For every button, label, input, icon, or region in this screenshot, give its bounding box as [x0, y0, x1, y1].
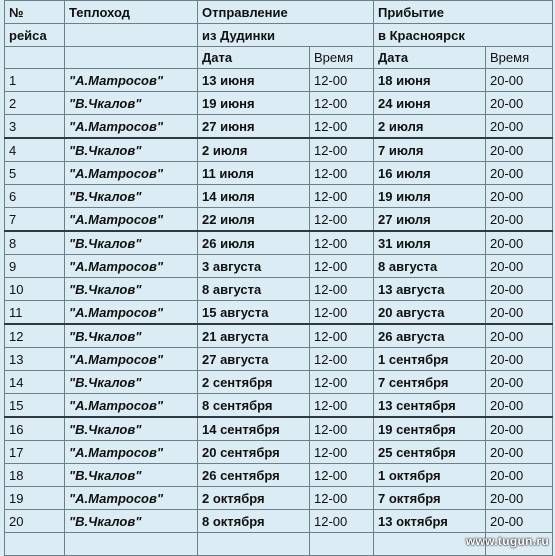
header-row-2 — [5, 24, 553, 47]
table-row — [5, 115, 553, 139]
ship-name: "В.Чкалов" — [65, 510, 198, 533]
departure-time: 12-00 — [310, 231, 374, 255]
arrival-date: 31 июля — [374, 231, 486, 255]
row-number: 2 — [5, 92, 65, 115]
departure-date: 2 июля — [198, 138, 310, 162]
arrival-time: 20-00 — [486, 185, 553, 208]
table-row — [5, 417, 553, 441]
row-number: 3 — [5, 115, 65, 139]
departure-time: 12-00 — [310, 138, 374, 162]
arrival-date: 8 августа — [374, 255, 486, 278]
arrival-date: 1 сентября — [374, 348, 486, 371]
row-number: 15 — [5, 394, 65, 418]
departure-time: 12-00 — [310, 464, 374, 487]
ship-name: "А.Матросов" — [65, 162, 198, 185]
table-row — [5, 487, 553, 510]
departure-date: 8 сентября — [198, 394, 310, 418]
empty-cell — [5, 533, 65, 556]
table-row — [5, 138, 553, 162]
departure-time: 12-00 — [310, 115, 374, 139]
header-arrival: Прибытие — [374, 1, 553, 24]
table-row — [5, 464, 553, 487]
row-number: 16 — [5, 417, 65, 441]
arrival-date: 2 июля — [374, 115, 486, 139]
ship-name: "В.Чкалов" — [65, 324, 198, 348]
row-number: 4 — [5, 138, 65, 162]
arrival-date: 1 октября — [374, 464, 486, 487]
departure-date: 14 сентября — [198, 417, 310, 441]
arrival-date: 18 июня — [374, 69, 486, 92]
row-number: 13 — [5, 348, 65, 371]
header-row-1 — [5, 1, 553, 24]
table-row — [5, 92, 553, 115]
header-empty-cell — [65, 47, 198, 69]
row-number: 18 — [5, 464, 65, 487]
departure-date: 2 сентября — [198, 371, 310, 394]
header-dep-time: Время — [310, 47, 374, 69]
arrival-time: 20-00 — [486, 301, 553, 325]
arrival-time: 20-00 — [486, 394, 553, 418]
row-number: 10 — [5, 278, 65, 301]
ship-name: "А.Матросов" — [65, 208, 198, 232]
departure-time: 12-00 — [310, 208, 374, 232]
departure-time: 12-00 — [310, 301, 374, 325]
arrival-time: 20-00 — [486, 115, 553, 139]
header-row-3 — [5, 47, 553, 69]
departure-time: 12-00 — [310, 185, 374, 208]
watermark: www.tugun.ru — [465, 534, 549, 548]
departure-time: 12-00 — [310, 417, 374, 441]
arrival-time: 20-00 — [486, 208, 553, 232]
ship-name: "В.Чкалов" — [65, 92, 198, 115]
departure-time: 12-00 — [310, 371, 374, 394]
departure-time: 12-00 — [310, 487, 374, 510]
departure-date: 8 августа — [198, 278, 310, 301]
row-number: 20 — [5, 510, 65, 533]
header-ship-sub — [65, 24, 198, 47]
row-number: 17 — [5, 441, 65, 464]
departure-date: 21 августа — [198, 324, 310, 348]
arrival-time: 20-00 — [486, 441, 553, 464]
arrival-date: 13 августа — [374, 278, 486, 301]
ship-name: "А.Матросов" — [65, 348, 198, 371]
arrival-date: 27 июля — [374, 208, 486, 232]
departure-time: 12-00 — [310, 255, 374, 278]
ship-name: "А.Матросов" — [65, 441, 198, 464]
arrival-time: 20-00 — [486, 138, 553, 162]
ship-name: "А.Матросов" — [65, 301, 198, 325]
header-arr-time: Время — [486, 47, 553, 69]
table-row — [5, 324, 553, 348]
arrival-time: 20-00 — [486, 278, 553, 301]
departure-date: 19 июня — [198, 92, 310, 115]
header-departure: Отправление — [198, 1, 374, 24]
schedule-table — [4, 0, 553, 556]
row-number: 5 — [5, 162, 65, 185]
arrival-date: 19 июля — [374, 185, 486, 208]
departure-time: 12-00 — [310, 278, 374, 301]
arrival-time: 20-00 — [486, 487, 553, 510]
table-row — [5, 371, 553, 394]
ship-name: "В.Чкалов" — [65, 278, 198, 301]
arrival-time: 20-00 — [486, 417, 553, 441]
ship-name: "В.Чкалов" — [65, 185, 198, 208]
row-number: 12 — [5, 324, 65, 348]
arrival-time: 20-00 — [486, 324, 553, 348]
ship-name: "А.Матросов" — [65, 394, 198, 418]
empty-cell — [65, 533, 198, 556]
row-number: 8 — [5, 231, 65, 255]
table-row — [5, 69, 553, 92]
arrival-date: 16 июля — [374, 162, 486, 185]
table-row — [5, 162, 553, 185]
departure-time: 12-00 — [310, 394, 374, 418]
row-number: 14 — [5, 371, 65, 394]
arrival-date: 26 августа — [374, 324, 486, 348]
departure-date: 3 августа — [198, 255, 310, 278]
departure-date: 22 июля — [198, 208, 310, 232]
ship-name: "В.Чкалов" — [65, 231, 198, 255]
arrival-time: 20-00 — [486, 162, 553, 185]
departure-date: 27 августа — [198, 348, 310, 371]
table-row — [5, 348, 553, 371]
row-number: 7 — [5, 208, 65, 232]
arrival-time: 20-00 — [486, 371, 553, 394]
row-number: 9 — [5, 255, 65, 278]
departure-time: 12-00 — [310, 324, 374, 348]
arrival-time: 20-00 — [486, 231, 553, 255]
row-number: 11 — [5, 301, 65, 325]
departure-date: 8 октября — [198, 510, 310, 533]
arrival-date: 25 сентября — [374, 441, 486, 464]
departure-time: 12-00 — [310, 348, 374, 371]
departure-date: 15 августа — [198, 301, 310, 325]
departure-date: 11 июля — [198, 162, 310, 185]
empty-cell — [310, 533, 374, 556]
ship-name: "В.Чкалов" — [65, 138, 198, 162]
table-row — [5, 208, 553, 232]
departure-date: 14 июля — [198, 185, 310, 208]
table-row — [5, 441, 553, 464]
ship-name: "А.Матросов" — [65, 255, 198, 278]
row-number: 1 — [5, 69, 65, 92]
arrival-time: 20-00 — [486, 69, 553, 92]
table-row — [5, 185, 553, 208]
header-ship: Теплоход — [65, 1, 198, 24]
arrival-time: 20-00 — [486, 464, 553, 487]
table-row — [5, 510, 553, 533]
row-number: 6 — [5, 185, 65, 208]
arrival-time: 20-00 — [486, 255, 553, 278]
header-arr-date: Дата — [374, 47, 486, 69]
departure-date: 2 октября — [198, 487, 310, 510]
table-row — [5, 394, 553, 418]
header-empty-cell — [5, 47, 65, 69]
arrival-date: 19 сентября — [374, 417, 486, 441]
departure-date: 27 июня — [198, 115, 310, 139]
header-arrival-sub: в Красноярск — [374, 24, 553, 47]
ship-name: "А.Матросов" — [65, 115, 198, 139]
departure-date: 20 сентября — [198, 441, 310, 464]
header-departure-sub: из Дудинки — [198, 24, 374, 47]
arrival-date: 7 сентября — [374, 371, 486, 394]
table-row — [5, 231, 553, 255]
table-row — [5, 278, 553, 301]
departure-time: 12-00 — [310, 510, 374, 533]
ship-name: "А.Матросов" — [65, 487, 198, 510]
header-number-sub: рейса — [5, 24, 65, 47]
header-number: № — [5, 1, 65, 24]
arrival-date: 7 октября — [374, 487, 486, 510]
arrival-date: 13 сентября — [374, 394, 486, 418]
header-dep-date: Дата — [198, 47, 310, 69]
arrival-date: 13 октября — [374, 510, 486, 533]
arrival-time: 20-00 — [486, 348, 553, 371]
arrival-date: 7 июля — [374, 138, 486, 162]
arrival-date: 20 августа — [374, 301, 486, 325]
table-row — [5, 255, 553, 278]
arrival-time: 20-00 — [486, 92, 553, 115]
departure-time: 12-00 — [310, 162, 374, 185]
ship-name: "В.Чкалов" — [65, 371, 198, 394]
departure-time: 12-00 — [310, 92, 374, 115]
arrival-date: 24 июня — [374, 92, 486, 115]
departure-time: 12-00 — [310, 441, 374, 464]
departure-date: 26 июля — [198, 231, 310, 255]
row-number: 19 — [5, 487, 65, 510]
departure-date: 26 сентября — [198, 464, 310, 487]
ship-name: "А.Матросов" — [65, 69, 198, 92]
table-row — [5, 301, 553, 325]
arrival-time: 20-00 — [486, 510, 553, 533]
departure-time: 12-00 — [310, 69, 374, 92]
ship-name: "В.Чкалов" — [65, 464, 198, 487]
departure-date: 13 июня — [198, 69, 310, 92]
ship-name: "В.Чкалов" — [65, 417, 198, 441]
empty-cell — [198, 533, 310, 556]
